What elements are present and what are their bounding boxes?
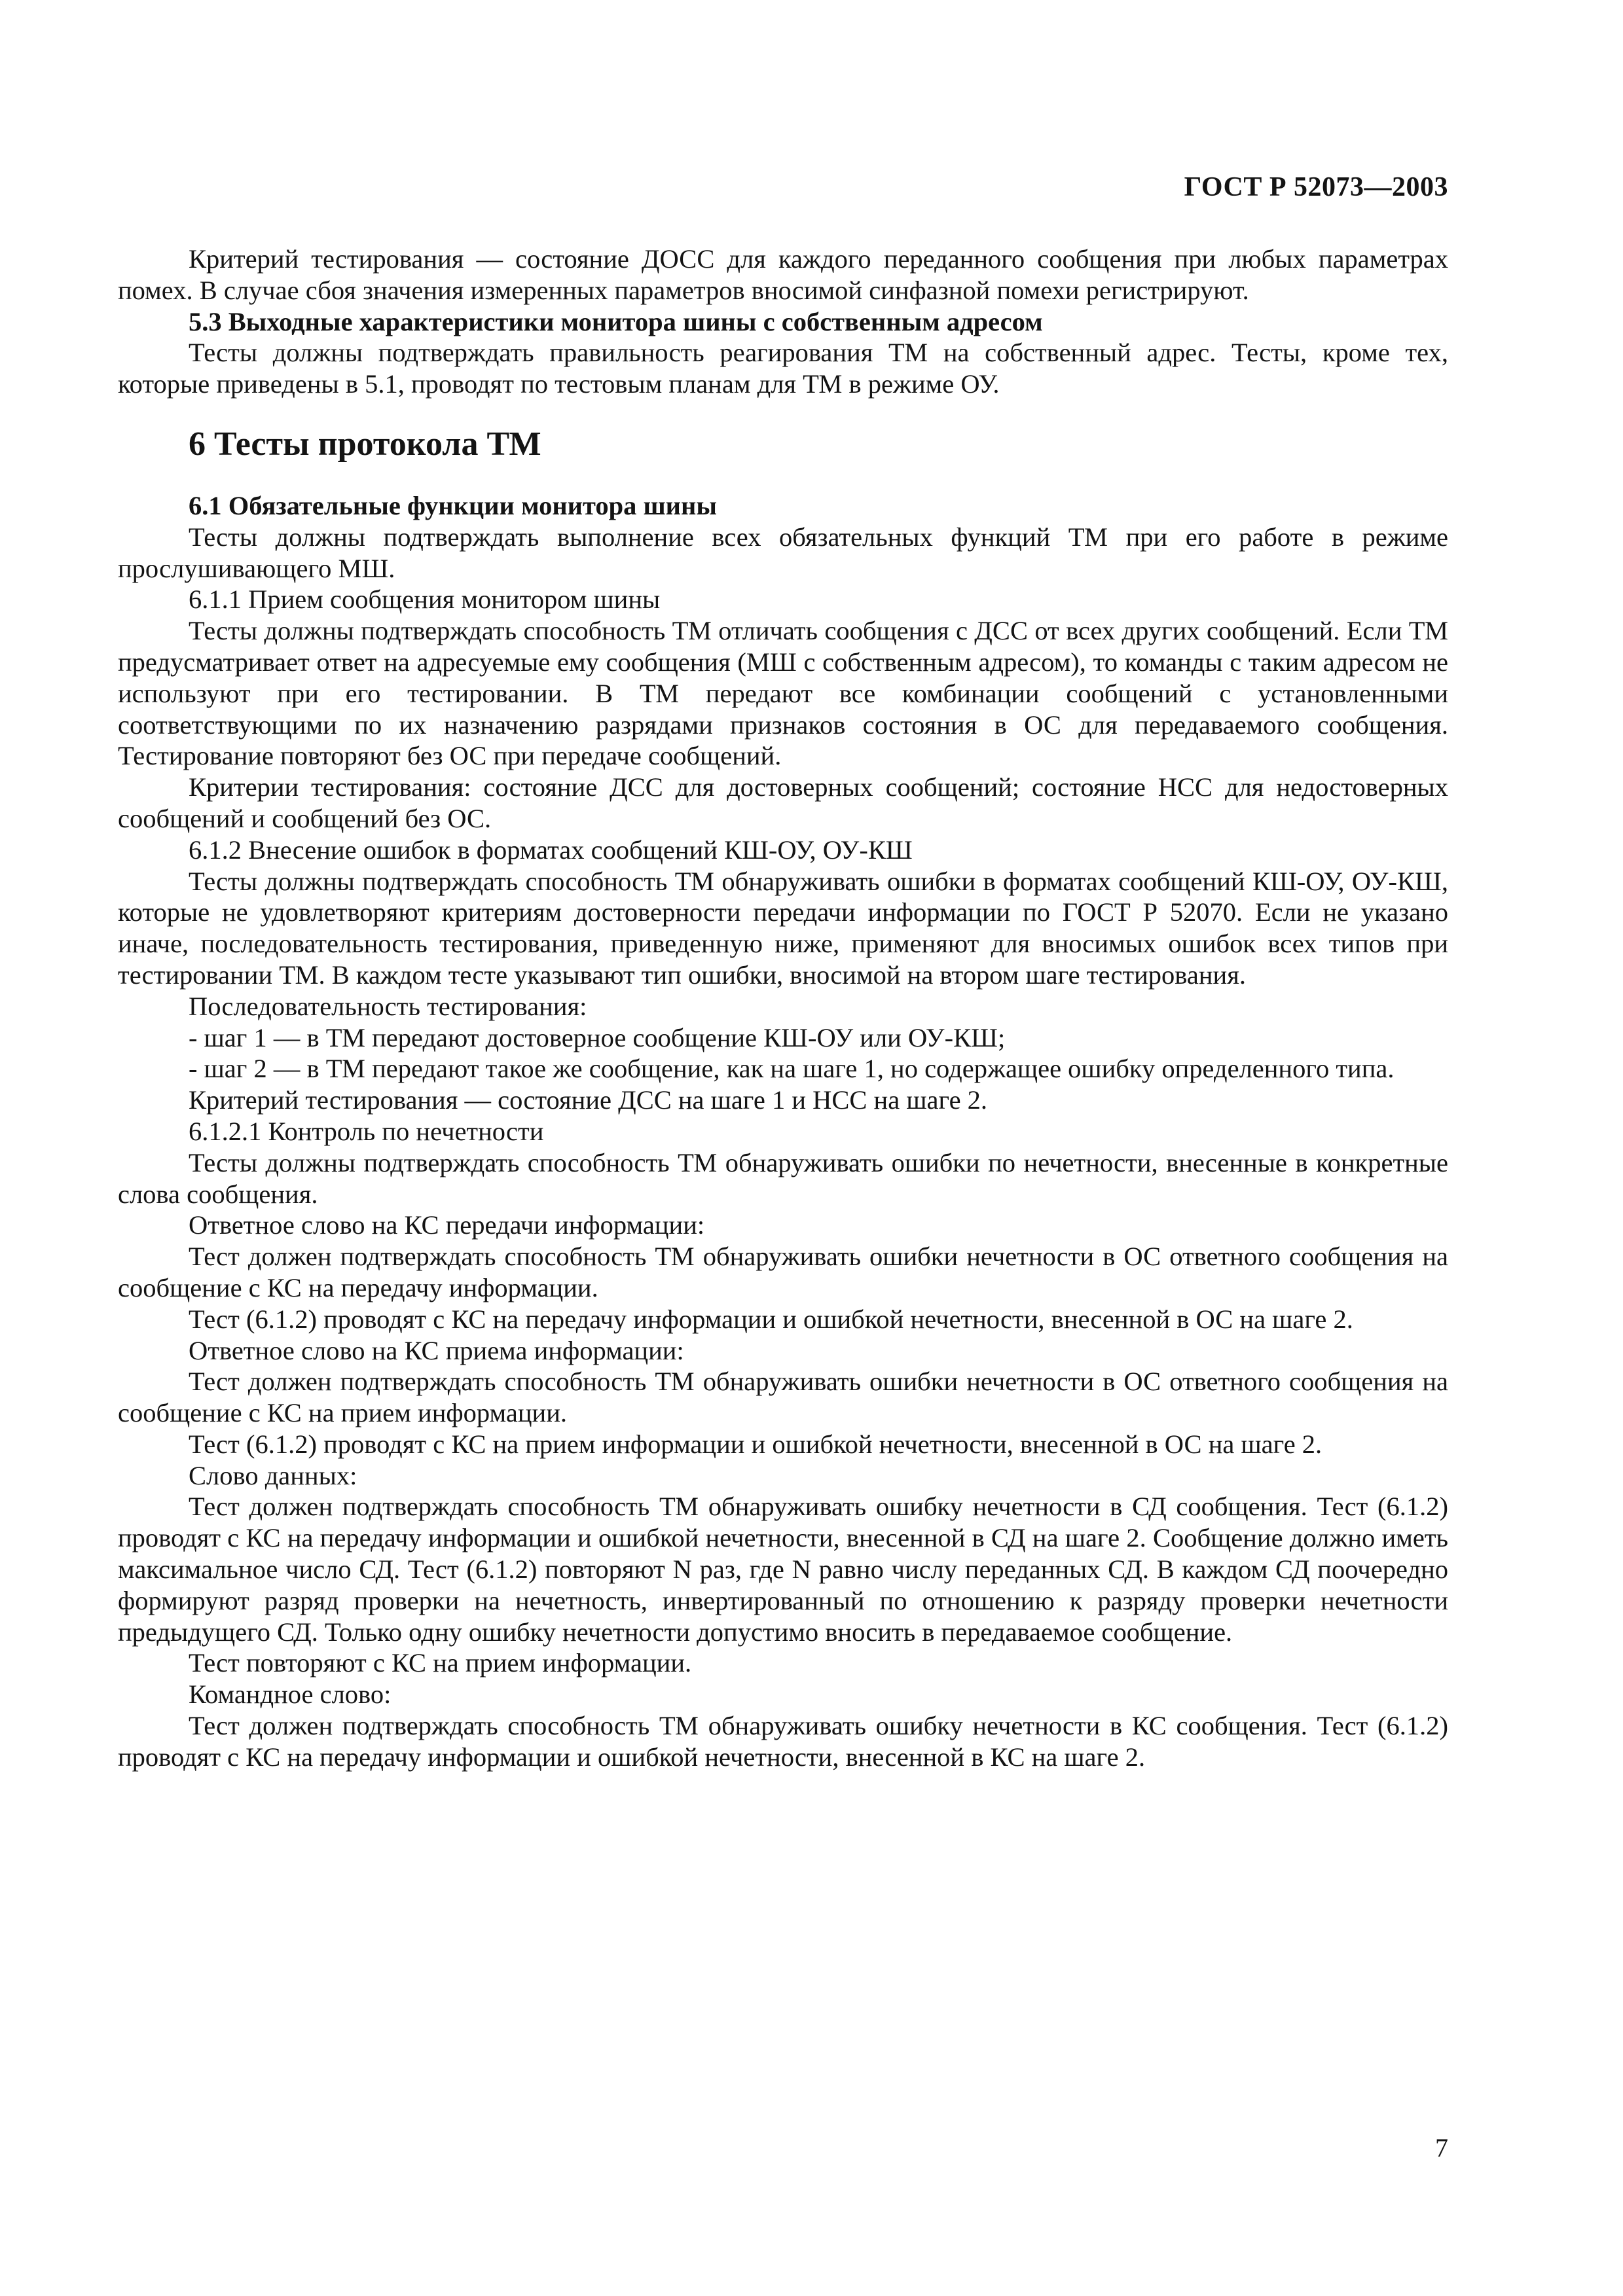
- document-header: ГОСТ Р 52073—2003: [1184, 172, 1448, 202]
- document-page: [118, 0, 1448, 2296]
- chapter-heading-6: 6 Тесты протокола ТМ: [189, 425, 541, 463]
- subsection-heading-6-1-2: 6.1.2 Внесение ошибок в форматах сообщений КШ-ОУ, ОУ-КШ: [189, 834, 913, 865]
- paragraph: Тесты должны подтверждать правильность реагирования ТМ на собственный адрес. Тесты, кроме тех, которые приведены в 5.1, проводят по тестовым планам для ТМ в режиме ОУ.: [118, 338, 1448, 399]
- paragraph: Тесты должны подтверждать способность ТМ обнаруживать ошибки в форматах сообщений КШ-ОУ, ОУ-КШ, которые не удовлетворяют критериям достоверности передачи информации по ГОСТ Р 52070. Если не указано иначе, последовательность тестирования, приведенную ниже, применяют для вносимых ошибок всех типов при тестировании ТМ. В каждом тесте указывают тип ошибки, вносимой на втором шаге тестирования.: [118, 866, 1448, 990]
- list-item: - шаг 1 — в ТМ передают достоверное сообщение КШ-ОУ или ОУ-КШ;: [189, 1022, 1006, 1052]
- paragraph: Тест должен подтверждать способность ТМ обнаруживать ошибку нечетности в КС сообщения. Тест (6.1.2) проводят с КС на передачу информации и ошибкой нечетности, внесенной в КС на шаге 2.: [118, 1711, 1448, 1772]
- paragraph: Тест должен подтверждать способность ТМ обнаруживать ошибку нечетности в СД сообщения. Тест (6.1.2) проводят с КС на передачу информации и ошибкой нечетности, внесенной в СД на шаге 2. Сообщение должно иметь максимальное число СД. Тест (6.1.2) повторяют N раз, где N равно числу переданных СД. В каждом СД поочередно формируют разряд проверки на нечетность, инвертированный по отношению к разряду проверки нечетности предыдущего СД. Только одну ошибку нечетности допустимо вносить в передаваемое сообщение.: [118, 1492, 1448, 1647]
- paragraph: Тест должен подтверждать способность ТМ обнаруживать ошибки нечетности в ОС ответного сообщения на сообщение с КС на передачу информации.: [118, 1242, 1448, 1302]
- paragraph: Командное слово:: [189, 1679, 392, 1710]
- paragraph: Тесты должны подтверждать способность ТМ отличать сообщения с ДСС от всех других сообщений. Если ТМ предусматривает ответ на адресуемые ему сообщения (МШ с собственным адресом), то команды с таким адресом не используют при его тестировании. В ТМ передают все комбинации сообщений с установленными соответствующими по их назначению разрядами признаков состояния в ОС для передаваемого сообщения. Тестирование повторяют без ОС при передаче сообщений.: [118, 616, 1448, 771]
- subsection-heading-6-1-2-1: 6.1.2.1 Контроль по нечетности: [189, 1116, 544, 1146]
- paragraph: Тест (6.1.2) проводят с КС на прием информации и ошибкой нечетности, внесенной в ОС на шаге 2.: [189, 1429, 1322, 1459]
- paragraph: Тест повторяют с КС на прием информации.: [189, 1648, 692, 1678]
- paragraph: Последовательность тестирования:: [189, 991, 587, 1021]
- subsection-heading-6-1-1: 6.1.1 Прием сообщения монитором шины: [189, 584, 661, 615]
- page-number: 7: [1435, 2133, 1448, 2162]
- paragraph: Тест должен подтверждать способность ТМ обнаруживать ошибки нечетности в ОС ответного сообщения на сообщение с КС на прием информации.: [118, 1367, 1448, 1428]
- paragraph: Критерий тестирования — состояние ДСС на шаге 1 и НСС на шаге 2.: [189, 1085, 988, 1115]
- paragraph: Критерий тестирования — состояние ДОСС для каждого переданного сообщения при любых параметрах помех. В случае сбоя значения измеренных параметров вносимой синфазной помехи регистрируют.: [118, 244, 1448, 305]
- list-item: - шаг 2 — в ТМ передают такое же сообщение, как на шаге 1, но содержащее ошибку определенного типа.: [189, 1054, 1395, 1084]
- section-heading-6-1: 6.1 Обязательные функции монитора шины: [189, 490, 717, 520]
- paragraph: Критерии тестирования: состояние ДСС для достоверных сообщений; состояние НСС для недостоверных сообщений и сообщений без ОС.: [118, 772, 1448, 833]
- paragraph: Тесты должны подтверждать способность ТМ обнаруживать ошибки по нечетности, внесенные в конкретные слова сообщения.: [118, 1147, 1448, 1209]
- section-heading-5-3: 5.3 Выходные характеристики монитора шины с собственным адресом: [189, 306, 1043, 336]
- paragraph: Слово данных:: [189, 1460, 357, 1490]
- document-body: [118, 243, 1448, 1773]
- paragraph: Ответное слово на КС приема информации:: [189, 1335, 684, 1365]
- paragraph: Тесты должны подтверждать выполнение всех обязательных функций ТМ при его работе в режиме прослушивающего МШ.: [118, 522, 1448, 583]
- paragraph: Тест (6.1.2) проводят с КС на передачу информации и ошибкой нечетности, внесенной в ОС на шаге 2.: [189, 1304, 1353, 1334]
- paragraph: Ответное слово на КС передачи информации:: [189, 1210, 705, 1240]
